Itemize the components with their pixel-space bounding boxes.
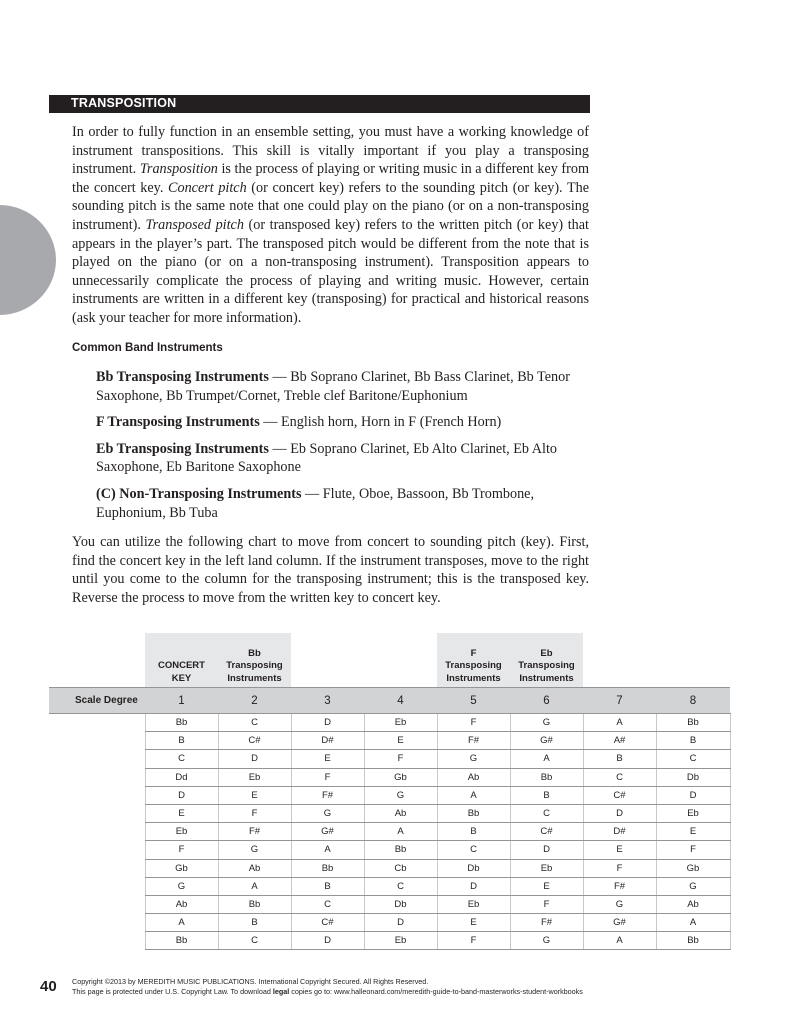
instrument-group-separator: — xyxy=(268,440,291,457)
scale-degree-label: Scale Degree xyxy=(49,688,145,714)
note-cell: C xyxy=(656,750,730,768)
row-spacer xyxy=(49,895,145,913)
intro-text: is the process of playing or writing music in a different key from the concert key. xyxy=(72,161,589,196)
note-cell: F xyxy=(218,804,291,822)
table-row xyxy=(49,895,730,913)
section-title: TRANSPOSITION xyxy=(71,96,177,110)
note-cell: G xyxy=(218,841,291,859)
note-cell: G xyxy=(437,750,510,768)
note-cell: F xyxy=(583,859,656,877)
note-cell: F xyxy=(437,714,510,732)
note-cell: Bb xyxy=(656,714,730,732)
note-cell: Eb xyxy=(145,823,218,841)
note-cell: B xyxy=(145,732,218,750)
scale-degree-cell: 4 xyxy=(364,688,437,714)
legal-notice-post: copies go to: www.halleonard.com/meredith-guide-to-band-masterworks-student-workbooks xyxy=(289,987,583,996)
note-cell: B xyxy=(583,750,656,768)
scale-degree-cell: 8 xyxy=(656,688,730,714)
note-cell: Eb xyxy=(656,804,730,822)
note-cell: Eb xyxy=(364,932,437,950)
table-row xyxy=(49,786,730,804)
note-cell: Db xyxy=(656,768,730,786)
row-spacer xyxy=(49,732,145,750)
note-cell: E xyxy=(145,804,218,822)
footer xyxy=(72,977,772,997)
note-cell: E xyxy=(656,823,730,841)
note-cell: D xyxy=(364,914,437,932)
note-cell: Bb xyxy=(437,804,510,822)
subheading: Common Band Instruments xyxy=(72,342,223,354)
table-header-cell: Bb Transposing Instruments xyxy=(218,633,291,688)
note-cell: G xyxy=(583,895,656,913)
note-cell: Db xyxy=(364,895,437,913)
note-cell: F# xyxy=(218,823,291,841)
note-cell: Dd xyxy=(145,768,218,786)
note-cell: Bb xyxy=(291,859,364,877)
note-cell: Bb xyxy=(145,932,218,950)
note-cell: Ab xyxy=(145,895,218,913)
usage-paragraph: You can utilize the following chart to move from concert to sounding pitch (key). First, find the concert key in the left land column. If the instrument transposes, move to the right until you come to the column for the transposing instrument; this is the transposed key. Reverse the process to move from the written key to concert key. xyxy=(72,534,589,606)
note-cell: E xyxy=(291,750,364,768)
note-cell: G xyxy=(291,804,364,822)
note-cell: F xyxy=(291,768,364,786)
row-spacer xyxy=(49,804,145,822)
instrument-list xyxy=(96,368,590,530)
note-cell: A xyxy=(145,914,218,932)
table-header-cell xyxy=(364,633,437,688)
note-cell: F# xyxy=(291,786,364,804)
note-cell: C xyxy=(291,895,364,913)
table-header-cell: F Transposing Instruments xyxy=(437,633,510,688)
intro-term: Concert pitch xyxy=(168,179,247,196)
note-cell: C# xyxy=(218,732,291,750)
table-header-cell: CONCERT KEY xyxy=(145,633,218,688)
note-cell: A xyxy=(583,932,656,950)
table-row xyxy=(49,750,730,768)
note-cell: Bb xyxy=(656,932,730,950)
note-cell: C xyxy=(437,841,510,859)
row-spacer xyxy=(49,786,145,804)
note-cell: C xyxy=(364,877,437,895)
scale-degree-cell: 6 xyxy=(510,688,583,714)
note-cell: C xyxy=(218,714,291,732)
table-header-cell xyxy=(291,633,364,688)
note-cell: A xyxy=(364,823,437,841)
note-cell: A# xyxy=(583,732,656,750)
note-cell: Bb xyxy=(145,714,218,732)
table-row xyxy=(49,732,730,750)
note-cell: D# xyxy=(583,823,656,841)
note-cell: D xyxy=(583,804,656,822)
intro-text: (or transposed key) refers to the written pitch (or key) that appears in the player’s part. The transposed pitch would be different from the note that is played on the piano (or on a non-transposing instrument). Transposition appears to unnecessarily complicate the process of playing and writing music. However, certain instruments are written in a different key (transposing) for practical and historical reasons (ask your teacher for more information). xyxy=(72,216,589,326)
instrument-group-label: Eb Transposing Instruments xyxy=(96,440,269,457)
note-cell: A xyxy=(510,750,583,768)
note-cell: E xyxy=(510,877,583,895)
legal-notice-line xyxy=(72,987,772,997)
note-cell: Eb xyxy=(437,895,510,913)
note-cell: D# xyxy=(291,732,364,750)
note-cell: G# xyxy=(291,823,364,841)
note-cell: D xyxy=(291,932,364,950)
note-cell: C xyxy=(145,750,218,768)
legal-notice-bold: legal xyxy=(272,987,290,996)
intro-term: Transposition xyxy=(139,161,218,178)
table-row xyxy=(49,859,730,877)
note-cell: D xyxy=(218,750,291,768)
note-cell: A xyxy=(437,786,510,804)
table-header-cell xyxy=(49,633,145,688)
row-spacer xyxy=(49,750,145,768)
note-cell: G xyxy=(364,786,437,804)
note-cell: Gb xyxy=(364,768,437,786)
table-header-cell xyxy=(656,633,730,688)
note-cell: Gb xyxy=(656,859,730,877)
note-cell: D xyxy=(437,877,510,895)
table-header-cell: Eb Transposing Instruments xyxy=(510,633,583,688)
note-cell: Db xyxy=(437,859,510,877)
instrument-group-label: F Transposing Instruments xyxy=(96,414,260,431)
note-cell: G# xyxy=(510,732,583,750)
intro-text: (or concert key) refers to the sounding pitch (or key). The sounding pitch is the same note that one could play on the piano (or on a non-transposing instrument). xyxy=(72,179,590,233)
note-cell: G xyxy=(656,877,730,895)
transposition-table xyxy=(49,633,731,950)
instrument-group xyxy=(96,440,590,477)
instrument-group xyxy=(96,368,590,405)
scale-degree-cell: 5 xyxy=(437,688,510,714)
table-row xyxy=(49,823,730,841)
table-header-row xyxy=(49,633,730,688)
instrument-group-separator: — xyxy=(301,485,323,502)
scale-degree-row xyxy=(49,688,730,714)
legal-notice-pre: This page is protected under U.S. Copyright Law. To download xyxy=(72,987,273,996)
note-cell: F# xyxy=(437,732,510,750)
instrument-group xyxy=(96,413,590,432)
instrument-group-list: Eb Soprano Clarinet, Eb Alto Clarinet, Eb Alto Saxophone, Eb Baritone Saxophone xyxy=(96,440,557,476)
note-cell: F xyxy=(437,932,510,950)
note-cell: C xyxy=(510,804,583,822)
note-cell: B xyxy=(656,732,730,750)
note-cell: A xyxy=(291,841,364,859)
note-cell: C xyxy=(583,768,656,786)
note-cell: D xyxy=(145,786,218,804)
instrument-group-list: Flute, Oboe, Bassoon, Bb Trombone, Euphonium, Bb Tuba xyxy=(96,485,535,521)
intro-term: Transposed pitch xyxy=(145,216,244,233)
table-row xyxy=(49,768,730,786)
note-cell: C# xyxy=(291,914,364,932)
chapter-side-tab xyxy=(0,205,56,315)
note-cell: C xyxy=(218,932,291,950)
intro-text: In order to fully function in an ensemble setting, you must have a working knowledge of instrument transpositions. This skill is vitally important if you play a transposing instrument. xyxy=(72,124,589,178)
note-cell: Ab xyxy=(656,895,730,913)
note-cell: G xyxy=(145,877,218,895)
note-cell: B xyxy=(510,786,583,804)
note-cell: A xyxy=(218,877,291,895)
note-cell: F xyxy=(364,750,437,768)
note-cell: F xyxy=(656,841,730,859)
intro-paragraph xyxy=(72,123,589,328)
note-cell: F# xyxy=(510,914,583,932)
note-cell: D xyxy=(510,841,583,859)
note-cell: A xyxy=(583,714,656,732)
note-cell: Bb xyxy=(510,768,583,786)
scale-degree-cell: 3 xyxy=(291,688,364,714)
note-cell: Ab xyxy=(218,859,291,877)
row-spacer xyxy=(49,877,145,895)
copyright-line: Copyright ©2013 by MEREDITH MUSIC PUBLICATIONS. International Copyright Secured. All Rights Reserved. xyxy=(72,977,429,986)
row-spacer xyxy=(49,932,145,950)
note-cell: Bb xyxy=(364,841,437,859)
note-cell: B xyxy=(218,914,291,932)
note-cell: Ab xyxy=(437,768,510,786)
table-row xyxy=(49,714,730,732)
note-cell: G# xyxy=(583,914,656,932)
note-cell: G xyxy=(510,932,583,950)
note-cell: D xyxy=(656,786,730,804)
instrument-group-separator: — xyxy=(259,414,281,431)
row-spacer xyxy=(49,768,145,786)
note-cell: F xyxy=(510,895,583,913)
row-spacer xyxy=(49,823,145,841)
note-cell: E xyxy=(364,732,437,750)
note-cell: D xyxy=(291,714,364,732)
instrument-group-label: Bb Transposing Instruments xyxy=(96,369,269,385)
scale-degree-cell: 7 xyxy=(583,688,656,714)
row-spacer xyxy=(49,859,145,877)
note-cell: Eb xyxy=(218,768,291,786)
note-cell: F# xyxy=(583,877,656,895)
page-number: 40 xyxy=(40,978,57,995)
note-cell: Eb xyxy=(510,859,583,877)
note-cell: E xyxy=(583,841,656,859)
instrument-group-separator: — xyxy=(268,369,291,385)
table-row xyxy=(49,841,730,859)
scale-degree-cell: 2 xyxy=(218,688,291,714)
note-cell: Cb xyxy=(364,859,437,877)
row-spacer xyxy=(49,914,145,932)
note-cell: Bb xyxy=(218,895,291,913)
table-row xyxy=(49,914,730,932)
row-spacer xyxy=(49,841,145,859)
instrument-group xyxy=(96,485,590,522)
scale-degree-cell: 1 xyxy=(145,688,218,714)
table-header-cell xyxy=(583,633,656,688)
instrument-group-label: (C) Non-Transposing Instruments xyxy=(96,485,302,502)
instrument-group-list: English horn, Horn in F (French Horn) xyxy=(281,414,502,431)
note-cell: B xyxy=(291,877,364,895)
table-row xyxy=(49,804,730,822)
note-cell: Gb xyxy=(145,859,218,877)
table-row xyxy=(49,932,730,950)
note-cell: G xyxy=(510,714,583,732)
row-spacer xyxy=(49,714,145,732)
note-cell: Eb xyxy=(364,714,437,732)
section-header-bar xyxy=(49,95,590,113)
note-cell: F xyxy=(145,841,218,859)
instrument-group-list: Bb Soprano Clarinet, Bb Bass Clarinet, Bb Tenor Saxophone, Bb Trumpet/Cornet, Treble clef Baritone/Euphonium xyxy=(96,369,570,404)
note-cell: A xyxy=(656,914,730,932)
note-cell: C# xyxy=(510,823,583,841)
note-cell: E xyxy=(437,914,510,932)
note-cell: B xyxy=(437,823,510,841)
note-cell: E xyxy=(218,786,291,804)
note-cell: Ab xyxy=(364,804,437,822)
note-cell: C# xyxy=(583,786,656,804)
table-row xyxy=(49,877,730,895)
